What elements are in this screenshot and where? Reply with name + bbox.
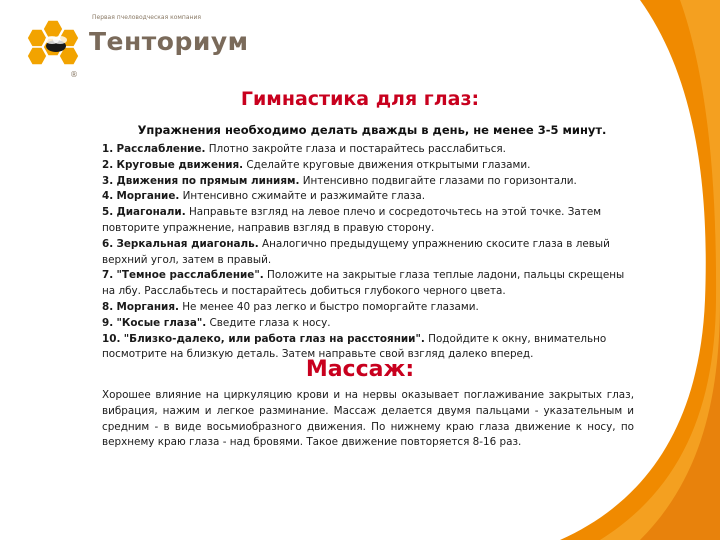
exercise-text: Аналогично предыдущему упражнению скосите глаза в левый верхний угол, затем в правый. — [102, 237, 610, 266]
exercise-name: Моргания. — [116, 300, 179, 313]
exercise-text: Не менее 40 раз легко и быстро поморгайте глазами. — [178, 300, 479, 313]
list-item — [102, 316, 634, 332]
exercise-name: "Косые глаза". — [116, 316, 207, 329]
exercise-text: Сделайте круговые движения открытыми глазами. — [243, 158, 531, 171]
massage-paragraph: Хорошее влияние на циркуляцию крови и на нервы оказывает поглаживание закрытых глаз, вибрация, нажим и легкое разминание. Массаж делается двумя пальцами - указательным и средним - в виде восьмиобразного движения. По нижнему краю глаза движение к носу, по верхнему краю глаза - над бровями. Такое движение повторяется 8-16 раз. — [102, 389, 634, 449]
exercise-number: 1. — [102, 143, 114, 155]
exercise-text: Положите на закрытые глаза теплые ладони, пальцы скрещены на лбу. Расслабьтесь и постарайтесь добиться глубокого черного цвета. — [102, 269, 625, 298]
exercise-number: 4. — [102, 190, 114, 203]
list-item — [102, 142, 634, 158]
exercise-number: 7. — [102, 269, 114, 282]
exercise-name: Круговые движения. — [116, 158, 244, 171]
page-subtitle: Упражнения необходимо делать дважды в день, не менее 3-5 минут. — [137, 123, 607, 137]
exercise-name: Движения по прямым линиям. — [116, 174, 300, 187]
list-item — [102, 300, 634, 316]
exercise-name: "Темное расслабление". — [116, 269, 264, 282]
exercise-number: 9. — [102, 316, 114, 329]
exercise-name: Диагонали. — [116, 206, 186, 219]
list-item — [102, 174, 634, 190]
exercise-text: Подойдите к окну, внимательно посмотрите на близкую деталь. Затем направьте свой взгляд далеко вперед. — [102, 332, 607, 361]
massage-heading: Массаж: — [305, 357, 415, 382]
exercise-number: 8. — [102, 300, 114, 313]
list-item — [102, 268, 634, 300]
registered-mark: ® — [70, 70, 78, 79]
exercise-list — [102, 142, 634, 363]
exercise-text: Интенсивно подвигайте глазами по горизонтали. — [299, 174, 577, 187]
company-logo — [26, 14, 249, 86]
list-item — [102, 237, 634, 269]
exercise-text: Плотно закройте глаза и постарайтесь расслабиться. — [205, 143, 506, 155]
list-item — [102, 158, 634, 174]
exercise-number: 6. — [102, 237, 114, 250]
exercise-text: Сведите глаза к носу. — [206, 316, 331, 329]
honeycomb-bee-icon — [26, 14, 88, 78]
list-item — [102, 189, 634, 205]
exercise-name: Зеркальная диагональ. — [116, 237, 259, 250]
logo-wordmark: Тенториум — [89, 27, 249, 56]
exercise-text: Направьте взгляд на левое плечо и сосредоточьтесь на этой точке. Затем повторите упражнение, направив взгляд в правую сторону. — [102, 206, 602, 234]
exercise-text: Интенсивно сжимайте и разжимайте глаза. — [179, 190, 426, 203]
page-title: Гимнастика для глаз: — [240, 88, 480, 110]
exercise-name: Расслабление. — [116, 143, 206, 155]
logo-tagline: Первая пчеловодческая компания — [92, 14, 201, 21]
exercise-number: 3. — [102, 174, 114, 187]
exercise-number: 5. — [102, 206, 114, 219]
exercise-number: 2. — [102, 158, 114, 171]
list-item — [102, 205, 634, 237]
exercise-name: Моргание. — [116, 190, 180, 203]
exercise-name: "Близко-далеко, или работа глаз на расстоянии". — [123, 332, 425, 345]
exercise-number: 10. — [102, 332, 121, 345]
